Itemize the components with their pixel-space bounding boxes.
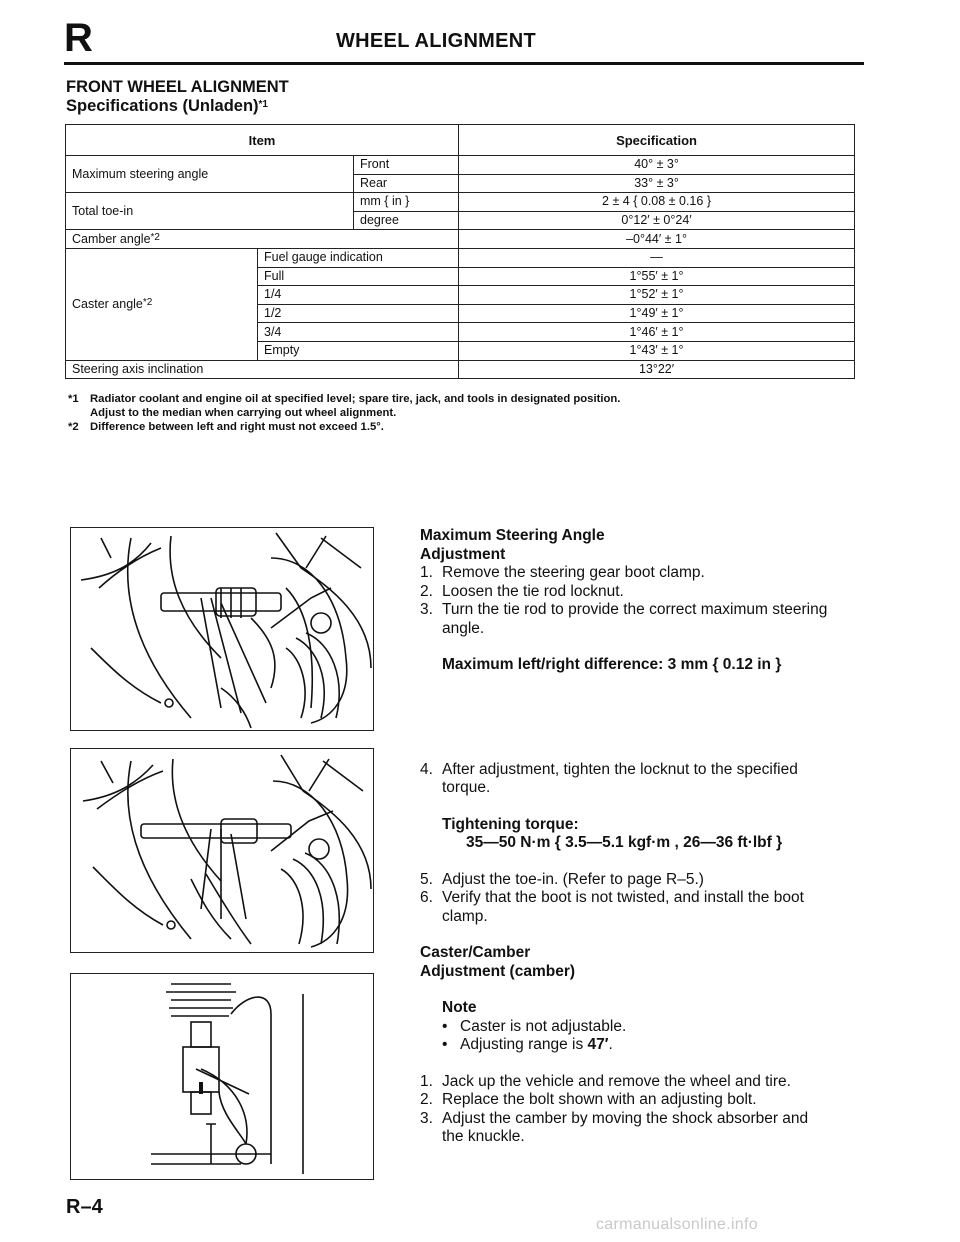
sub-label-degree: degree (354, 211, 459, 230)
table-row (66, 360, 855, 379)
row-label-sai: Steering axis inclination (66, 360, 459, 379)
tie-rod-illustration-2 (71, 749, 373, 952)
value-rear: 33° ± 3° (459, 174, 855, 193)
list-item: 5. Adjust the toe-in. (Refer to page R–5.) (420, 870, 704, 888)
heading-caster-camber: Caster/Camber (420, 944, 531, 961)
header-rule (64, 62, 864, 65)
caster-gauge-label: 1/4 (258, 286, 459, 305)
page-title: WHEEL ALIGNMENT (336, 30, 537, 52)
figure-shock-absorber (70, 973, 374, 1180)
list-item: 6. Verify that the boot is not twisted, and install the boot (420, 889, 804, 906)
bullet-icon: • (442, 1036, 448, 1053)
table-header-row (66, 125, 855, 156)
watermark: carmanualsonline.info (596, 1216, 758, 1233)
row-label-camber: Camber angle$^{*2}$ (66, 230, 459, 249)
value-camber: –0°44′ ± 1° (459, 230, 855, 249)
value-sai: 13°22′ (459, 360, 855, 379)
tie-rod-illustration-1 (71, 528, 373, 730)
subheading-adjustment: Adjustment (420, 545, 506, 563)
note-label: Note (442, 999, 477, 1016)
sub-label-front: Front (354, 156, 459, 175)
list-item-cont: angle. (442, 619, 485, 637)
sub-label-mm: mm { in } (354, 193, 459, 212)
footnote-mark: *2 (142, 296, 153, 308)
section-heading (66, 78, 289, 116)
heading-max-steering: Maximum Steering Angle (420, 527, 605, 544)
table-row (66, 248, 855, 267)
strut-illustration (71, 974, 373, 1179)
value-toe-degree: 0°12′ ± 0°24′ (459, 211, 855, 230)
list-item: 2. Loosen the tie rod locknut. (420, 582, 624, 600)
caster-gauge-label: Empty (258, 341, 459, 360)
caster-value: 1°52′ ± 1° (459, 286, 855, 305)
value-toe-mm: 2 ± 4 { 0.08 ± 0.16 } (459, 193, 855, 212)
spec-max-difference: Maximum left/right difference: 3 mm { 0.12 in } (442, 656, 782, 673)
note-item: • Caster is not adjustable. (442, 1017, 627, 1035)
row-label-caster: Caster angle$^{*2}$ (66, 248, 258, 360)
value-front: 40° ± 3° (459, 156, 855, 175)
caster-gauge-label: Fuel gauge indication (258, 248, 459, 267)
list-item-cont: clamp. (442, 907, 488, 925)
caster-value: 1°55′ ± 1° (459, 267, 855, 286)
figure-tie-rod-tighten (70, 748, 374, 953)
footnote-1: *1 Radiator coolant and engine oil at specified level; spare tire, jack, and tools in designated position. (68, 393, 621, 405)
footnote-2: *2 Difference between left and right must not exceed 1.5°. (68, 421, 384, 433)
list-item: 1. Remove the steering gear boot clamp. (420, 564, 705, 581)
bullet-icon: • (442, 1017, 448, 1035)
caster-gauge-label: 3/4 (258, 323, 459, 342)
list-item-cont: the knuckle. (442, 1128, 525, 1145)
list-item: 4. After adjustment, tighten the locknut to the specified (420, 760, 798, 778)
row-label-toe-in: Total toe-in (66, 193, 354, 230)
list-item: 1. Jack up the vehicle and remove the wheel and tire. (420, 1072, 791, 1090)
table-row (66, 230, 855, 249)
table-row (66, 156, 855, 175)
sub-label-rear: Rear (354, 174, 459, 193)
row-label-max-steering: Maximum steering angle (66, 156, 354, 193)
footnote-mark: *2 (150, 231, 160, 243)
caster-value: 1°46′ ± 1° (459, 323, 855, 342)
spec-table (65, 124, 855, 379)
procedure-text (420, 527, 860, 1147)
footnotes (68, 392, 620, 434)
list-item: 3. Turn the tie rod to provide the correct maximum steering (420, 601, 828, 618)
footnote-1-cont: Adjust to the median when carrying out wheel alignment. (90, 407, 397, 419)
col-header-item: Item (66, 125, 459, 156)
caster-gauge-label: 1/2 (258, 304, 459, 323)
caster-gauge-label: Full (258, 267, 459, 286)
footnote-mark: *1 (258, 99, 268, 110)
section-subtitle: Specifications (Unladen)$^{*1}$ (66, 97, 268, 115)
subheading-camber: Adjustment (camber) (420, 962, 576, 980)
caster-value: 1°43′ ± 1° (459, 341, 855, 360)
list-item: 2. Replace the bolt shown with an adjusting bolt. (420, 1091, 757, 1108)
torque-value: 35—50 N·m { 3.5—5.1 kgf·m , 26—36 ft·lbf } (466, 834, 783, 851)
list-item: 3. Adjust the camber by moving the shock absorber and (420, 1109, 809, 1127)
list-item-cont: torque. (442, 779, 491, 796)
section-title: FRONT WHEEL ALIGNMENT (66, 78, 289, 96)
section-letter: R (64, 16, 93, 60)
torque-label: Tightening torque: (442, 815, 579, 833)
caster-value: 1°49′ ± 1° (459, 304, 855, 323)
figure-tie-rod-loosen (70, 527, 374, 731)
caster-value: — (459, 248, 855, 267)
page-number: R–4 (66, 1196, 103, 1218)
note-item: • Adjusting range is 47′. (442, 1036, 613, 1053)
col-header-spec: Specification (459, 125, 855, 156)
table-row (66, 193, 855, 212)
